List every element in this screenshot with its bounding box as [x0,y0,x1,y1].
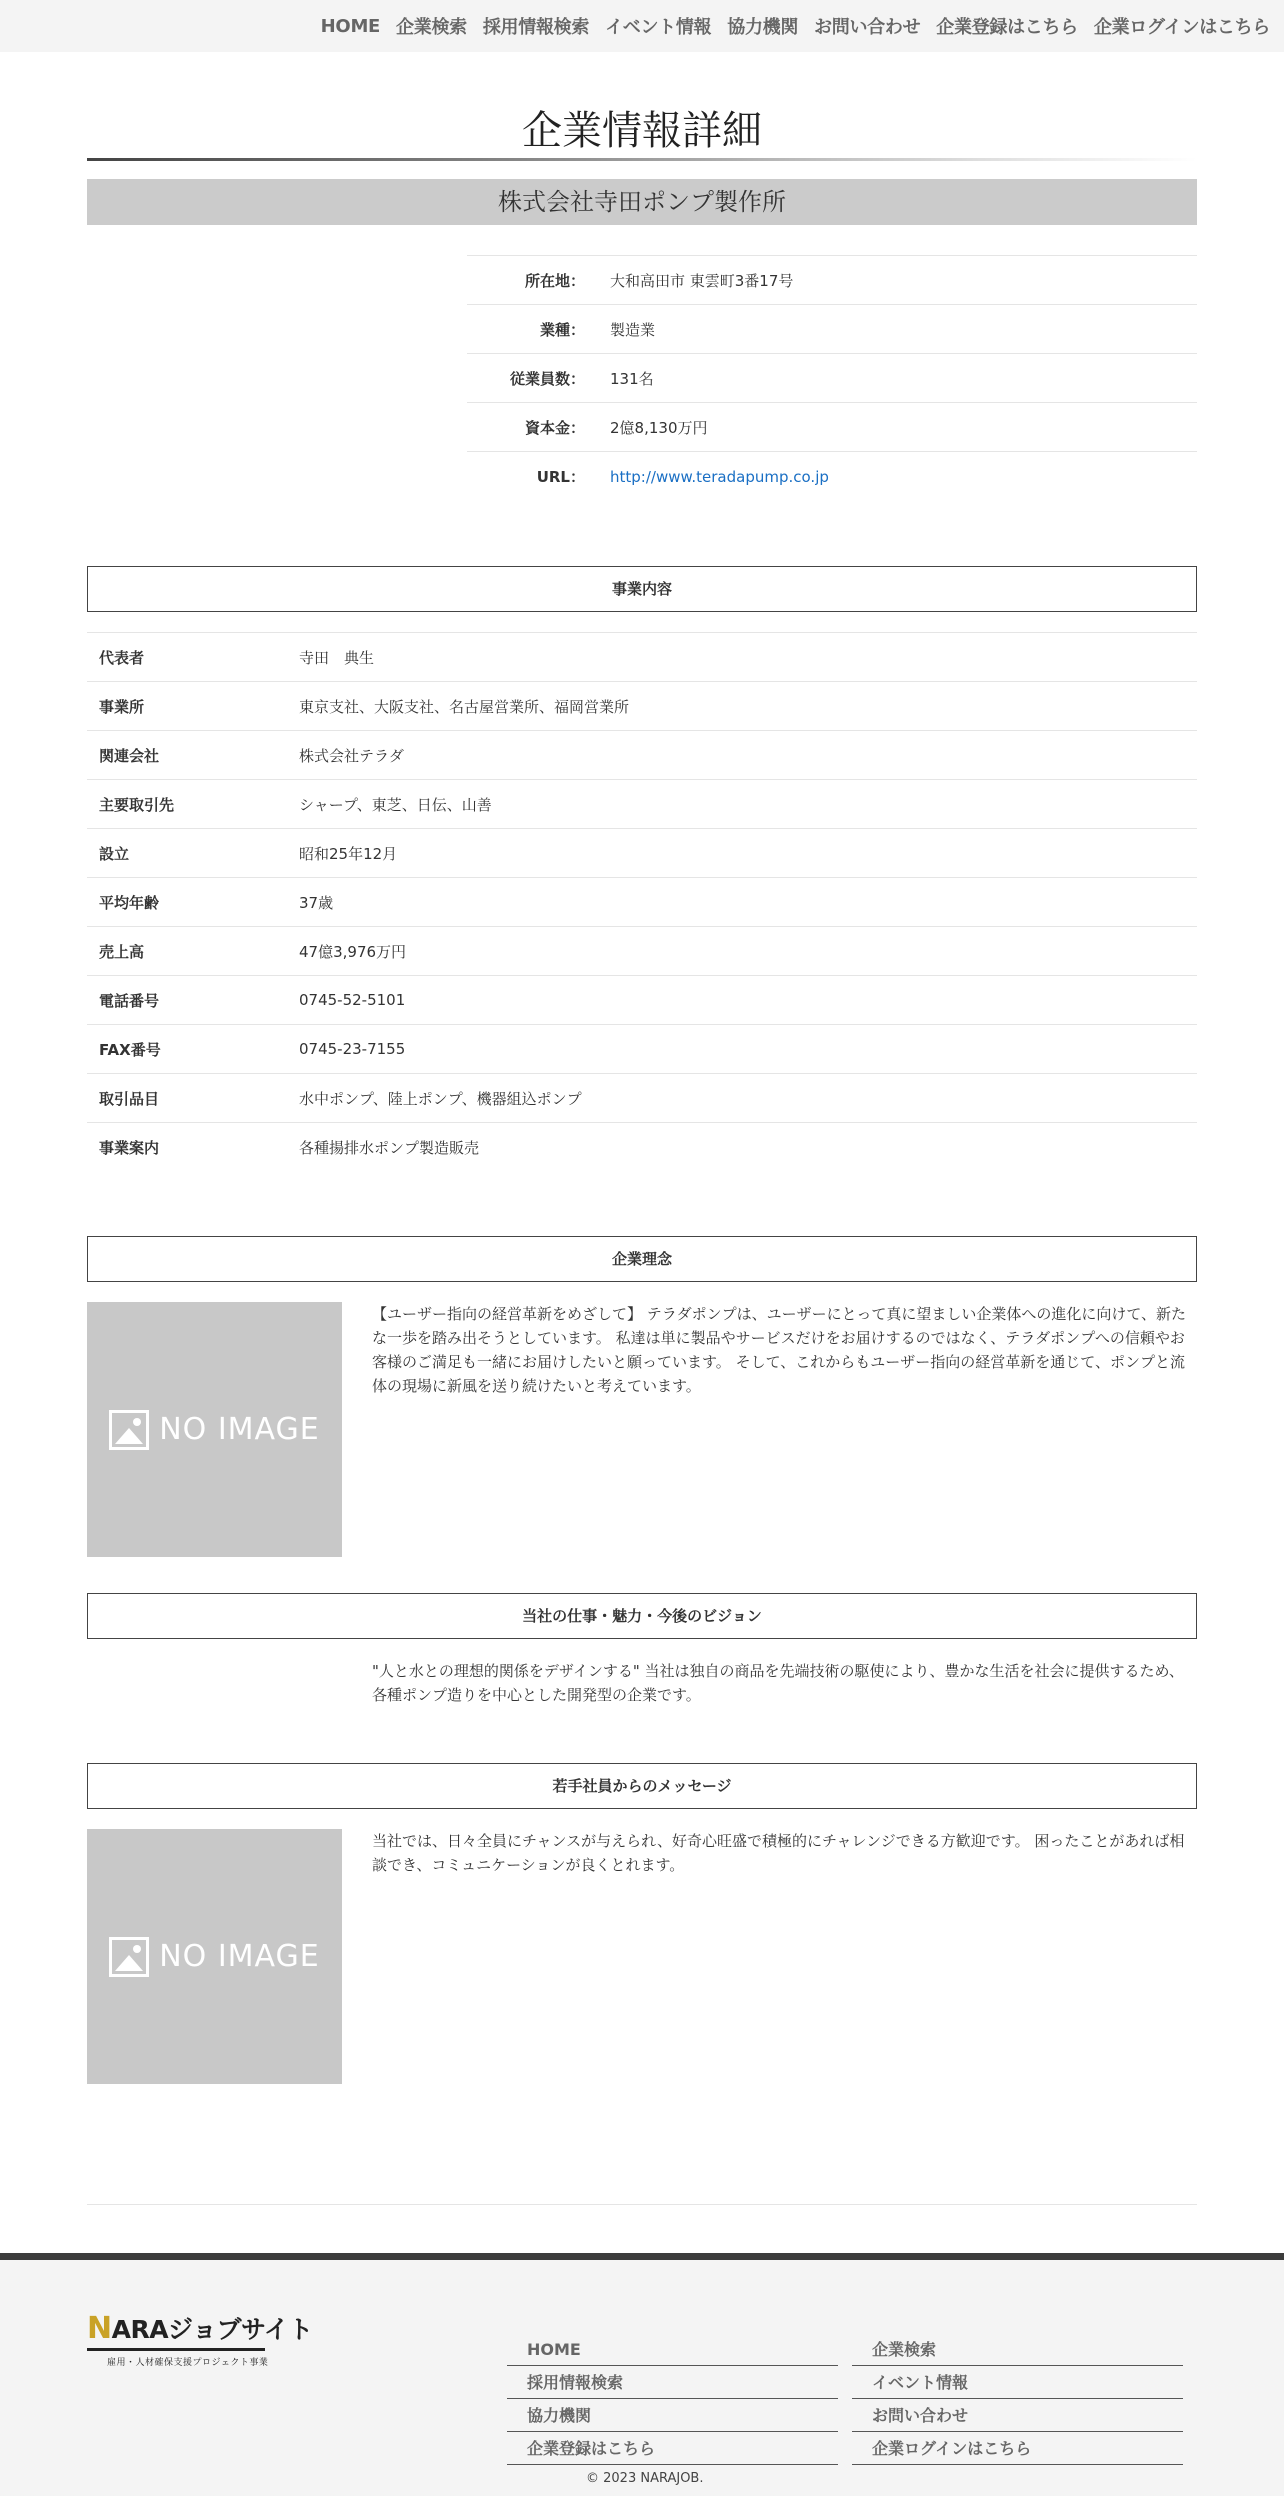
table-row [87,780,1197,829]
logo-subtitle: 雇用・人材確保支援プロジェクト事業 [107,2358,269,2368]
info-label: 業種： [539,320,585,339]
footer [0,2253,1284,2496]
table-row [87,927,1197,976]
footer-link-company-login[interactable]: 企業ログインはこちら [852,2432,1183,2465]
row-label: 電話番号 [99,991,160,1010]
row-label: 代表者 [99,648,145,667]
nav-company-search[interactable]: 企業検索 [396,17,467,38]
vision-text: "人と水との理想的関係をデザインする" 当社は独自の商品を先端技術の駆使により、豊かな生活を社会に提供するため、各種ポンプ造りを中心とした開発型の企業です。 [372,1662,1184,1704]
row-label: FAX番号 [99,1040,161,1059]
row-value: 水中ポンプ、陸上ポンプ、機器組込ポンプ [299,1089,582,1108]
table-row [87,1123,1197,1172]
row-value: 47億3,976万円 [299,942,407,961]
vision-heading: 当社の仕事・魅力・今後のビジョン [87,1593,1197,1639]
image-icon [109,1410,149,1450]
row-value: 寺田 典生 [299,648,375,667]
nav-events[interactable]: イベント情報 [605,17,712,38]
info-label: URL： [536,468,585,486]
row-value: 昭和25年12月 [299,844,398,863]
page-title: 企業情報詳細 [522,108,762,154]
philosophy-heading: 企業理念 [87,1236,1197,1282]
logo-initial: N [87,2311,112,2346]
message-content [87,1829,1197,2084]
footer-link-partners[interactable]: 協力機関 [507,2399,838,2432]
footer-link-events[interactable]: イベント情報 [852,2366,1183,2399]
site-logo[interactable] [87,2310,313,2368]
table-row [87,1025,1197,1074]
philosophy-image-placeholder [87,1302,342,1557]
row-value: シャープ、東芝、日伝、山善 [299,795,492,814]
table-row [87,878,1197,927]
footer-link-home[interactable]: HOME [507,2333,838,2366]
company-url-link[interactable]: http://www.teradapump.co.jp [610,467,829,486]
footer-nav [507,2333,1183,2465]
table-row [87,682,1197,731]
copyright: © 2023 NARAJOB. [586,2471,704,2486]
image-icon [109,1937,149,1977]
message-image-placeholder [87,1829,342,2084]
info-row-capital [467,403,1197,452]
row-label: 設立 [99,844,130,863]
row-label: 主要取引先 [99,795,175,814]
message-text: 当社では、日々全員にチャンスが与えられ、好奇心旺盛で積極的にチャレンジできる方歓迎です。 困ったことがあれば相談でき、コミュニケーションが良くとれます。 [372,1832,1185,1874]
nav-contact[interactable]: お問い合わせ [814,17,921,38]
info-label: 所在地： [524,271,585,290]
table-row [87,1074,1197,1123]
info-row-url [467,452,1197,501]
content-divider [87,2204,1197,2205]
main-content [87,106,1197,2205]
logo-underline [87,2348,265,2351]
philosophy-text: 【ユーザー指向の経営革新をめざして】 テラダポンプは、ユーザーにとって真に望ましい企業体への進化に向けて、新たな一歩を踏み出そうとしています。 私達は単に製品やサービスだけをお届けするのではなく、テラダポンプへの信頼やお客様のご満足も一緒にお届けしたいと願っています。 そして、これからもユーザー指向の経営革新を通じて、ポンプと流体の現場に新風を送り続けたいと考えています。 [372,1305,1187,1395]
info-value: 大和高田市 東雲町3番17号 [610,271,794,290]
row-label: 平均年齢 [99,893,160,912]
table-row [87,633,1197,682]
table-row [87,731,1197,780]
info-value: 製造業 [610,320,656,339]
nav-company-register[interactable]: 企業登録はこちら [936,17,1078,38]
row-label: 事業所 [99,697,145,716]
nav-home[interactable]: HOME [320,15,381,37]
info-value [585,468,829,486]
info-value: 131名 [610,369,654,388]
top-nav [0,0,1284,52]
row-value: 株式会社テラダ [299,746,404,765]
info-label: 資本金： [524,418,585,437]
title-divider [87,158,1197,161]
footer-link-contact[interactable]: お問い合わせ [852,2399,1183,2432]
company-name: 株式会社寺田ポンプ製作所 [87,179,1197,225]
business-table [87,632,1197,1172]
info-row-industry [467,305,1197,354]
row-label: 関連会社 [99,746,160,765]
row-value: 0745-52-5101 [299,991,406,1009]
row-value: 東京支社、大阪支社、名古屋営業所、福岡営業所 [299,697,630,716]
nav-partners[interactable]: 協力機関 [727,17,799,38]
footer-link-company-register[interactable]: 企業登録はこちら [507,2432,838,2465]
info-row-address [467,256,1197,305]
row-label: 取引品目 [99,1089,160,1108]
no-image-label: NO IMAGE [159,1939,320,1974]
footer-link-company-search[interactable]: 企業検索 [852,2333,1183,2366]
info-label: 従業員数： [509,369,585,388]
row-label: 事業案内 [99,1139,160,1157]
business-heading: 事業内容 [87,566,1197,612]
message-heading: 若手社員からのメッセージ [87,1763,1197,1809]
nav-company-login[interactable]: 企業ログインはこちら [1093,17,1270,38]
philosophy-content [87,1302,1197,1557]
table-row [87,829,1197,878]
row-value: 各種揚排水ポンプ製造販売 [299,1139,480,1157]
row-value: 37歳 [299,893,334,912]
row-value: 0745-23-7155 [299,1040,406,1058]
info-row-employees [467,354,1197,403]
nav-recruit-search[interactable]: 採用情報検索 [482,17,590,38]
logo-text: ARAジョブサイト [111,2315,313,2344]
row-label: 売上高 [99,942,145,961]
info-value: 2億8,130万円 [610,418,708,437]
no-image-label: NO IMAGE [159,1412,320,1447]
table-row [87,976,1197,1025]
footer-link-recruit-search[interactable]: 採用情報検索 [507,2366,838,2399]
company-info-table [467,255,1197,501]
